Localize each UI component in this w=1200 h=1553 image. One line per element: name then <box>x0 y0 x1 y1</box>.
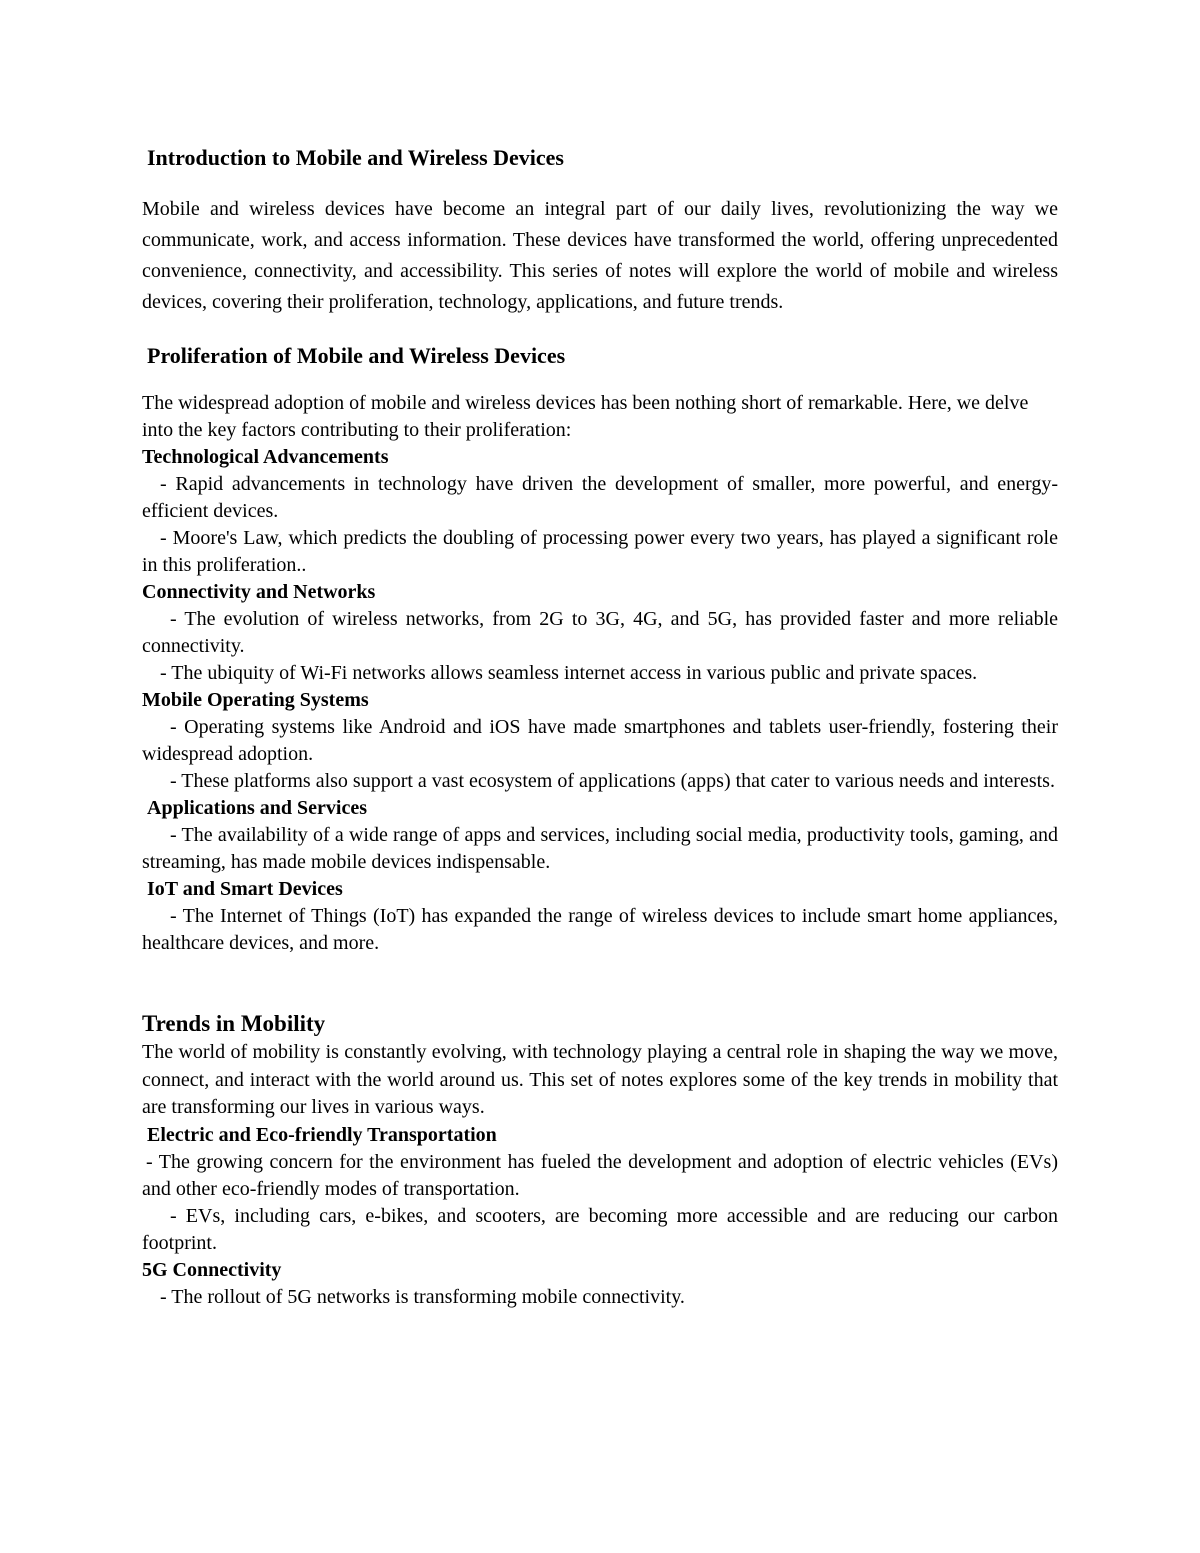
bullet-item: - EVs, including cars, e-bikes, and scooters, are becoming more accessible and are reducing our carbon footprint. <box>142 1204 1058 1254</box>
bullet-item: - These platforms also support a vast ecosystem of applications (apps) that cater to various needs and interests. <box>170 770 1055 792</box>
bullet-item: - The ubiquity of Wi-Fi networks allows seamless internet access in various public and private spaces. <box>160 662 978 684</box>
subheading-mobile-operating-systems: Mobile Operating Systems <box>142 689 369 711</box>
introduction-paragraph: Mobile and wireless devices have become an integral part of our daily lives, revolutionizing the way we communicate, work, and access information. These devices have transformed the world, offering unprecedented convenience, connectivity, and accessibility. This series of notes will explore the world of mobile and wireless devices, covering their proliferation, technology, applications, and future trends. <box>142 198 1058 313</box>
subheading-applications-services: Applications and Services <box>147 797 368 819</box>
bullet-item: - Rapid advancements in technology have driven the development of smaller, more powerful, and energy-efficient devices. <box>142 473 1058 522</box>
subheading-5g-connectivity: 5G Connectivity <box>142 1258 282 1281</box>
bullet-item: - The availability of a wide range of apps and services, including social media, productivity tools, gaming, and streaming, has made mobile devices indispensable. <box>142 824 1058 873</box>
subheading-technological-advancements: Technological Advancements <box>142 446 389 468</box>
bullet-item: - The evolution of wireless networks, from 2G to 3G, 4G, and 5G, has provided faster and more reliable connectivity. <box>142 608 1058 657</box>
bullet-item: - The growing concern for the environment has fueled the development and adoption of electric vehicles (EVs) and other eco-friendly modes of transportation. <box>142 1150 1058 1200</box>
bullet-item: - Moore's Law, which predicts the doubling of processing power every two years, has played a significant role in this proliferation.. <box>142 527 1058 576</box>
document-page <box>142 140 1058 1311</box>
subheading-connectivity-networks: Connectivity and Networks <box>142 581 376 603</box>
bullet-item: - The rollout of 5G networks is transforming mobile connectivity. <box>160 1285 685 1308</box>
subheading-electric-transportation: Electric and Eco-friendly Transportation <box>147 1123 497 1146</box>
bullet-item: - Operating systems like Android and iOS have made smartphones and tablets user-friendly, fostering their widespread adoption. <box>142 716 1058 765</box>
section-title-proliferation: Proliferation of Mobile and Wireless Devices <box>147 343 566 368</box>
trends-intro-paragraph: The world of mobility is constantly evolving, with technology playing a central role in shaping the way we move, connect, and interact with the world around us. This set of notes explores some of the key trends in mobility that are transforming our lives in various ways. <box>142 1041 1058 1118</box>
bullet-item: - The Internet of Things (IoT) has expanded the range of wireless devices to include smart home appliances, healthcare devices, and more. <box>142 905 1058 954</box>
section-title-introduction: Introduction to Mobile and Wireless Devices <box>147 145 564 170</box>
subheading-iot-smart-devices: IoT and Smart Devices <box>147 878 343 900</box>
proliferation-intro-paragraph: The widespread adoption of mobile and wireless devices has been nothing short of remarkable. Here, we delve into the key factors contributing to their proliferation: <box>142 392 1029 441</box>
section-title-trends: Trends in Mobility <box>142 1011 326 1036</box>
